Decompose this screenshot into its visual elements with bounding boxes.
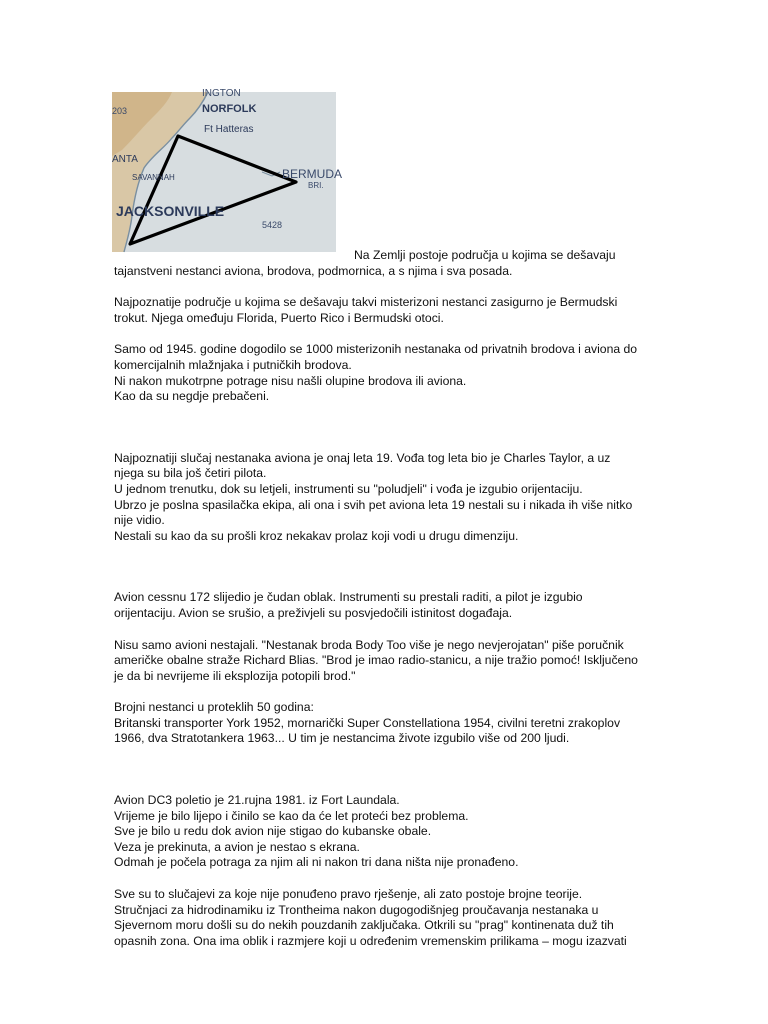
map-label-jacksonville: JACKSONVILLE xyxy=(116,203,225,219)
paragraph-8 xyxy=(114,793,674,871)
text-line: tajanstveni nestanci aviona, brodova, podmornica, a s njima i sva posada. xyxy=(114,263,513,278)
text-line: Brojni nestanci u proteklih 50 godina: xyxy=(114,700,314,715)
bermuda-triangle-map xyxy=(112,88,343,252)
text-line: komercijalnih mlažnjaka i putničkih brodova. xyxy=(114,357,352,372)
paragraph-4 xyxy=(114,451,674,545)
text-line: Britanski transporter York 1952, mornarički Super Constellationa 1954, civilni teretni zrakoplov xyxy=(114,715,621,730)
text-line: Odmah je počela potraga za njim ali ni nakon tri dana ništa nije pronađeno. xyxy=(114,855,519,870)
text-line: je da bi nevrijeme ili eksplozija potopili brod." xyxy=(114,668,356,683)
text-line: Sjevernom moru došli su do nekih pouzdanih zaključaka. Otkrili su "prag" kontinenata duž tih xyxy=(114,918,614,933)
text-line: Vrijeme je bilo lijepo i činilo se kao da će let proteći bez problema. xyxy=(114,808,469,823)
text-line: Samo od 1945. godine dogodilo se 1000 misterizonih nestanaka od privatnih brodova i aviona do xyxy=(114,342,638,357)
paragraph-6 xyxy=(114,638,674,685)
text-line: Avion cessnu 172 slijedio je čudan oblak. Instrumenti su prestali raditi, a pilot je izgubio xyxy=(114,590,583,605)
text-line: Na Zemlji postoje područja u kojima se dešavaju xyxy=(354,248,616,262)
paragraph-5 xyxy=(114,590,674,621)
text-line: njega su bila još četiri pilota. xyxy=(114,466,267,481)
text-line: Kao da su negdje prebačeni. xyxy=(114,389,270,404)
article-body xyxy=(114,248,674,949)
map-label-bermuda-sub: BRI. xyxy=(308,181,324,190)
text-line: američke obalne straže Richard Blias. "Brod je imao radio-stanicu, a nije tražio pomoć! Isključeno xyxy=(114,653,638,668)
text-line: Ubrzo je poslna spasilačka ekipa, ali ona i svih pet aviona leta 19 nestali su i nikada ih više nitko xyxy=(114,497,633,512)
map-label-top-text: INGTON xyxy=(202,88,241,99)
text-line: opasnih zona. Ona ima oblik i razmjere koji u određenim vremenskim prilikama – mogu izazvati xyxy=(114,933,627,948)
text-line: Avion DC3 poletio je 21.rujna 1981. iz Fort Laundala. xyxy=(114,793,400,808)
text-line: 1966, dva Stratotankera 1963... U tim je nestancima živote izgubilo više od 200 ljudi. xyxy=(114,731,570,746)
text-line: Sve je bilo u redu dok avion nije stigao do kubanske obale. xyxy=(114,824,432,839)
map-label-savannah: SAVANNAH xyxy=(132,173,175,182)
text-line: Najpoznatiji slučaj nestanaka aviona je onaj leta 19. Vođa tog leta bio je Charles Taylor, a uz xyxy=(114,450,611,465)
paragraph-7 xyxy=(114,700,674,747)
map-label-anta: ANTA xyxy=(112,154,138,165)
text-line: Veza je prekinuta, a avion je nestao s ekrana. xyxy=(114,839,360,854)
text-line: U jednom trenutku, dok su letjeli, instrumenti su "poludjeli" i vođa je izgubio orijentaciju. xyxy=(114,481,583,496)
map-label-depth: 5428 xyxy=(262,220,283,230)
map-label-norfolk: NORFOLK xyxy=(202,103,257,115)
text-line: orijentaciju. Avion se srušio, a preživjeli su posvjedočili istinitost događaja. xyxy=(114,605,513,620)
text-line: Nestali su kao da su prošli kroz nekakav prolaz koji vodi u drugu dimenziju. xyxy=(114,528,519,543)
text-line: Najpoznatije područje u kojima se dešavaju takvi misterizoni nestanci zasigurno je Bermudski xyxy=(114,295,618,310)
map-label-hatteras: Ft Hatteras xyxy=(204,124,254,135)
text-line: Nisu samo avioni nestajali. "Nestanak broda Body Too više je nego nevjerojatan" piše poručnik xyxy=(114,637,624,652)
paragraph-2 xyxy=(114,295,674,326)
paragraph-3 xyxy=(114,342,674,404)
text-line: nije vidio. xyxy=(114,513,165,528)
paragraph-1 xyxy=(114,248,674,279)
map-label-top-number: 203 xyxy=(112,106,128,116)
map-label-bermuda: BERMUDA xyxy=(282,167,343,181)
text-line: Sve su to slučajevi za koje nije ponuđeno pravo rješenje, ali zato postoje brojne teorije. xyxy=(114,887,583,902)
text-line: Ni nakon mukotrpne potrage nisu našli olupine brodova ili aviona. xyxy=(114,373,467,388)
text-line: trokut. Njega omeđuju Florida, Puerto Rico i Bermudski otoci. xyxy=(114,310,444,325)
paragraph-9 xyxy=(114,887,674,949)
map-image xyxy=(112,88,343,252)
text-line: Stručnjaci za hidrodinamiku iz Trontheima nakon dugogodišnjeg proučavanja nestanaka u xyxy=(114,902,599,917)
